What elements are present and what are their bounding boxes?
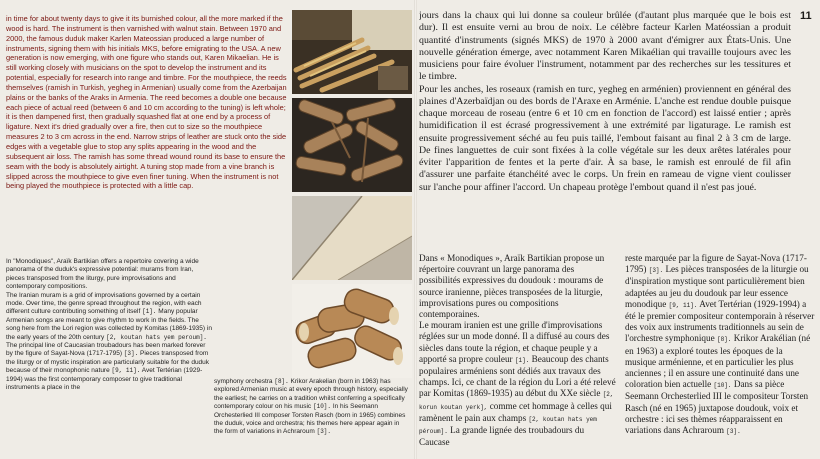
- track-ref: [1].: [514, 356, 530, 364]
- page-gutter: [414, 0, 417, 459]
- page-number: 11: [800, 10, 812, 22]
- track-ref: [3].: [316, 428, 332, 436]
- text-segment: symphony orchestra: [214, 378, 275, 385]
- english-continuation-column: [214, 378, 410, 456]
- text-segment: Avet Tertérian (1929-1994) was the first contemporary composer to give traditional instruments a place in the: [6, 367, 203, 392]
- english-intro-column: [6, 14, 289, 254]
- track-ref: [3].: [648, 267, 664, 275]
- english-repertoire-body: [6, 292, 212, 393]
- photo-duduk-mouthpieces: [292, 284, 412, 378]
- french-repertoire-body: [419, 320, 616, 448]
- text-segment: Many popular Armenian songs are meant to give rhythm to work in the fields. The song here from the Lori region was collected by Komitas (1869-1935) in the early years of the 20th century: [6, 308, 212, 341]
- french-making-paragraph: jours dans la chaux qui lui donne sa couleur brûlée (d'autant plus marquée que le bois est dur). Il est ensuite verni au brou de noix. Le célèbre facteur Karlen Matéossian a produit quantité d'instruments (signés MKS) de 1970 à 2000 avant d'émigrer aux États-Unis. Une nouvelle génération émerge, avec notamment Karen Mikaélian qui travaille toujours avec les musiciens pour faire évoluer l'instrument, notamment par des recherches sur les tessitures et le timbre.: [419, 10, 791, 83]
- text-segment: Krikor Arakelian (born in 1963) has explored Armenian music at every epoch through history, especially the earliest; he carries on a tradition whilst conferring a specifically contemporary colour on his music: [214, 378, 408, 411]
- text-segment: Beaucoup des chants populaires arméniens sont dédiés aux travaux des champs. Ici, ce chant de la région du Lori a été relevé par Komitas (1869-1935) au début du XXe siècle: [419, 353, 616, 399]
- text-segment: In his Seemann Orchesterlied III composer Torsten Rasch (born in 1965) combines the duduk, voice and orchestra; his themes here appear again in the form of variations in Achraroum: [214, 403, 406, 436]
- text-segment: Dans sa pièce Seemann Orchesterlied III le compositeur Torsten Rasch (né en 1965) juxtapose doudouk, voix et orchestre : ici ses thèmes réapparaissent en variations dans Achraroum: [625, 379, 809, 436]
- english-repertoire-column: [6, 258, 212, 458]
- track-ref: [2, koutan hats yem peroum].: [106, 333, 207, 341]
- french-repertoire-column-right: [625, 253, 815, 456]
- english-repertoire-intro: In "Monodiques", Araïk Bartikian offers a repertoire covering a wide panorama of the duduk's expressive potential: murams from Iran, pieces transposed from the liturgy, pure improvisations and contemporary compositions.: [6, 258, 199, 291]
- track-ref: [9, 11].: [668, 301, 698, 309]
- text-segment: The principal line of Caucasian troubadours has been marked forever by the figure of Sayat-Nova (1717-1795): [6, 342, 206, 358]
- text-segment: Les pièces transposées de la liturgie ou d'inspiration mystique sont particulièrement bien adaptées au jeu du doudouk par leur essence monodique: [625, 264, 809, 309]
- track-ref: [2, koutan hats yem péroum].: [419, 415, 597, 436]
- text-segment: Pieces transposed from the liturgy or of mystic inspiration are particularly suitable for the duduk because of their monophonic nature: [6, 350, 210, 375]
- photo-reed-blade: [292, 196, 412, 280]
- track-ref: [9, 11].: [111, 367, 141, 375]
- text-segment: The Iranian muram is a grid of improvisations governed by a certain mode. Over time, the genre spread throughout the region, with each different culture contributing something of itself: [6, 291, 202, 316]
- track-ref: [10].: [713, 382, 732, 390]
- french-repertoire-intro: Dans « Monodiques », Araïk Bartikian propose un répertoire couvrant un large panorama des possibilités expressives du doudouk : mourams de source iranienne, pièces transposées de la liturgie, improvisations pures ou compositions contemporaines.: [419, 253, 605, 320]
- track-ref: [2, korun koutan yerk],: [419, 391, 614, 411]
- track-ref: [3].: [123, 350, 139, 358]
- track-ref: [3].: [726, 428, 741, 436]
- photo-reed-bundles: [292, 10, 412, 94]
- photo-reed-mouthpieces: [292, 98, 412, 192]
- track-ref: [1].: [142, 308, 157, 316]
- track-ref: [8].: [716, 336, 732, 344]
- french-repertoire-column-left: [419, 253, 616, 456]
- english-making-paragraph: in time for about twenty days to give it its burnished colour, all the more marked if the wood is hard. The instrument is then varnished with walnut stain. Between 1970 and 2000, the famous duduk maker Karlen Mateossian produced a large number of instruments, signing them with his initials MKS, before emigrating to the USA. A new generation is now emerging, with one figure who stands out, Karen Mikaelian. He is still working closely with musicians on the spot to develop the instrument and its potential, especially for research into range and timbre. For the mouthpiece, the reeds themselves (ramish in Turkish, yegheg in Armenian) usually come from the Azerbaijan plains or the banks of the Araks in Armenia. The reed becomes a double one because each piece of actual reed (between 6 and 10 cm according to the tuning) is left whole; it is then dampened first, then gradually squashed flat at one end by a process of ligature. Next it's dried gradually over a fire, then cut to size so the mouthpiece measures 2 to 3 cm across in the end. Narrow strips of leather are stuck onto the side edges with a vegetable glue to stop any splits appearing in the wood and the subsequent air loss. The ramish has some thread wound round its base to ensure the seam with the body is absolutely airtight. A tuning stop made from a vine branch is slipped across the mouthpiece to give even finer tuning. When the instrument is not being played the mouthpiece is protected with a little cap.: [6, 14, 287, 191]
- text-segment: Krikor Arakélian (né en 1963) a exploré toutes les époques de la musique arménienne, et en particulier les plus anciennes ; il en assure une continuité dans une coloration bien actuelle: [625, 333, 811, 390]
- text-segment: reste marquée par la figure de Sayat-Nova (1717-1795): [625, 253, 807, 275]
- track-ref: [8].: [274, 378, 289, 385]
- text-segment: Avet Tertérian (1929-1994) a été le premier compositeur contemporain à réserver des voix aux instruments traditionnels au sein de l'orchestre symphonique: [625, 298, 815, 344]
- english-composers-paragraph: [214, 378, 410, 437]
- french-composers-paragraph: [625, 253, 815, 437]
- text-segment: La grande lignée des troubadours du Caucase: [419, 425, 585, 448]
- french-intro-column: [419, 10, 791, 246]
- french-reed-paragraph: Pour les anches, les roseaux (ramish en turc, yegheg en arménien) proviennent en général des plaines d'Azerbaïdjan ou des bords de l'Araxe en Arménie. L'anche est rendue double puisque chaque morceau de roseau (entre 6 et 10 cm en fonction de l'accord) est laissé entier ; après humidification il est écrasé progressivement à une extrémité par ligaturage. Le ramish est ensuite progressivement séché au feu puis taillé, l'embout faisant au final 2 à 3 cm de large. De fines languettes de cuir sont fixées à la colle végétale sur les deux arêtes latérales pour éviter l'apparition de fentes et la perte d'air. À sa base, le ramish est enroulé de fil afin d'assurer une parfaite étanchéité avec le corps. Un frein en rameau de vigne vient coulisser sur l'anche pour affiner l'accord. Un chapeau protège l'embout quand il n'est pas joué.: [419, 83, 791, 193]
- text-segment: Le mouram iranien est une grille d'improvisations réglées sur un mode donné. Il a diffusé au cours des siècles dans toute la région, et chaque peuple y a apporté sa propre couleur: [419, 320, 610, 364]
- track-ref: [10].: [313, 403, 332, 411]
- text-segment: comme cet hommage à celles qui ramènent le pain aux champs: [419, 400, 612, 423]
